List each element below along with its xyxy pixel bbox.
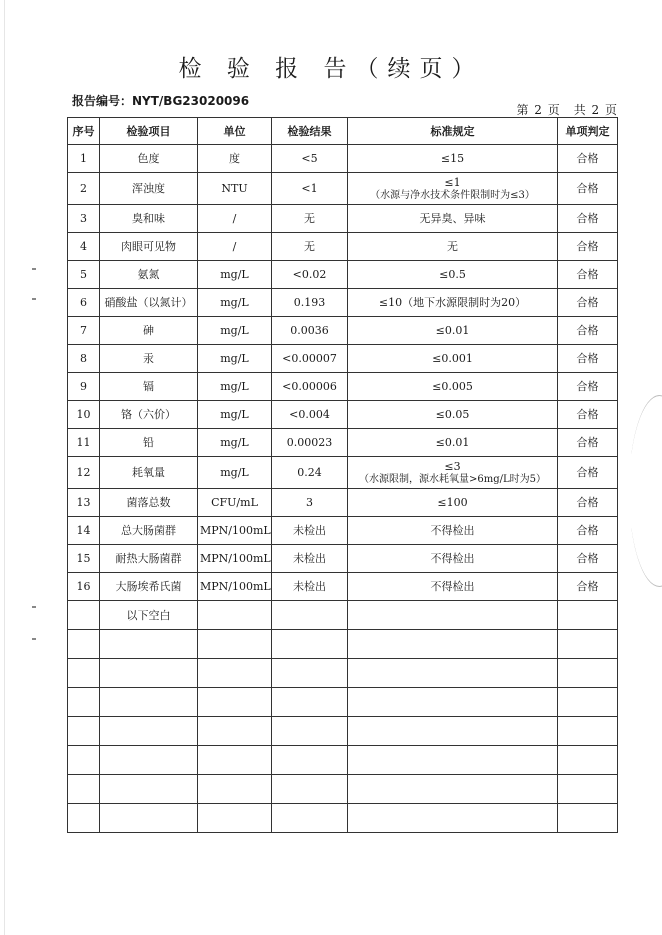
cell-item: 铅 [100, 429, 198, 457]
blank-cell [558, 717, 618, 746]
blank-cell [100, 775, 198, 804]
cell-no: 1 [68, 145, 100, 173]
cell-result: 未检出 [272, 573, 348, 601]
cell-no: 6 [68, 289, 100, 317]
header-verdict: 单项判定 [558, 118, 618, 145]
standard-limit: ≤0.001 [432, 352, 473, 365]
blank-cell [272, 717, 348, 746]
cell-standard [348, 205, 558, 233]
blank-row [68, 746, 618, 775]
cell-item: 浑浊度 [100, 173, 198, 205]
report-number: 报告编号：NYT/BG23020096 [72, 94, 250, 108]
cell-verdict: 合格 [558, 517, 618, 545]
blank-row [68, 630, 618, 659]
blank-cell [348, 775, 558, 804]
standard-limit: ≤0.005 [432, 380, 473, 393]
table-row [68, 289, 618, 317]
cell-result: <0.02 [272, 261, 348, 289]
header-unit: 单位 [198, 118, 272, 145]
cell-item: 砷 [100, 317, 198, 345]
header-item: 检验项目 [100, 118, 198, 145]
cell-item: 氨氮 [100, 261, 198, 289]
cell-verdict: 合格 [558, 205, 618, 233]
blank-cell [348, 688, 558, 717]
table-row [68, 345, 618, 373]
blank-row [68, 659, 618, 688]
cell-no: 4 [68, 233, 100, 261]
cell-item: 硝酸盐（以氮计） [100, 289, 198, 317]
cell-verdict: 合格 [558, 261, 618, 289]
blank-cell [68, 630, 100, 659]
blank-cell [68, 717, 100, 746]
cell-standard [348, 517, 558, 545]
cell-standard [348, 233, 558, 261]
table-row [68, 545, 618, 573]
scan-mark [32, 298, 36, 300]
cell-item: 镉 [100, 373, 198, 401]
report-title: 检 验 报 告（续页） [178, 56, 484, 82]
cell-standard [348, 261, 558, 289]
scan-mark [32, 606, 36, 608]
cell-verdict: 合格 [558, 317, 618, 345]
blank-cell [272, 775, 348, 804]
table-row [68, 233, 618, 261]
cell-standard [348, 573, 558, 601]
cell-unit: mg/L [198, 373, 272, 401]
header-standard: 标准规定 [348, 118, 558, 145]
cell-verdict: 合格 [558, 345, 618, 373]
blank-cell [272, 630, 348, 659]
cell-result: 无 [272, 205, 348, 233]
cell-unit: / [198, 233, 272, 261]
table-row [68, 261, 618, 289]
standard-limit: ≤10（地下水源限制时为20） [378, 296, 527, 309]
cell-verdict: 合格 [558, 173, 618, 205]
cell-item: 臭和味 [100, 205, 198, 233]
table-row [68, 145, 618, 173]
cell-standard [348, 317, 558, 345]
cell-no: 2 [68, 173, 100, 205]
end-note-row [68, 601, 618, 630]
blank-cell [558, 688, 618, 717]
table-row [68, 205, 618, 233]
cell-no: 16 [68, 573, 100, 601]
table-row [68, 429, 618, 457]
scan-mark [32, 268, 36, 270]
blank-cell [558, 804, 618, 833]
blank-cell [558, 775, 618, 804]
blank-cell [558, 746, 618, 775]
cell-item: 大肠埃希氏菌 [100, 573, 198, 601]
blank-cell [348, 630, 558, 659]
cell-verdict: 合格 [558, 373, 618, 401]
cell-result: 未检出 [272, 517, 348, 545]
standard-limit: ≤0.05 [435, 408, 470, 421]
end-note: 以下空白 [100, 601, 198, 630]
standard-note: （水源限制，源水耗氧量>6mg/L时为5） [359, 473, 546, 485]
table-header-row [68, 118, 618, 145]
blank-row [68, 804, 618, 833]
blank-cell [558, 601, 618, 630]
cell-no: 13 [68, 489, 100, 517]
standard-limit: ≤100 [437, 496, 468, 509]
cell-unit: MPN/100mL [198, 545, 272, 573]
cell-verdict: 合格 [558, 545, 618, 573]
cell-verdict: 合格 [558, 289, 618, 317]
cell-verdict: 合格 [558, 489, 618, 517]
cell-standard [348, 289, 558, 317]
table-row [68, 317, 618, 345]
cell-result: 0.24 [272, 457, 348, 489]
blank-cell [68, 601, 100, 630]
cell-unit: mg/L [198, 457, 272, 489]
blank-cell [100, 804, 198, 833]
cell-unit: CFU/mL [198, 489, 272, 517]
cell-no: 5 [68, 261, 100, 289]
cell-verdict: 合格 [558, 457, 618, 489]
cell-result: <0.004 [272, 401, 348, 429]
cell-verdict: 合格 [558, 233, 618, 261]
cell-unit: / [198, 205, 272, 233]
cell-unit: mg/L [198, 345, 272, 373]
cell-result: 3 [272, 489, 348, 517]
seal-edge [629, 395, 662, 587]
table-row [68, 573, 618, 601]
blank-cell [348, 659, 558, 688]
blank-cell [348, 601, 558, 630]
cell-verdict: 合格 [558, 401, 618, 429]
cell-result: <1 [272, 173, 348, 205]
blank-cell [198, 630, 272, 659]
cell-result: 未检出 [272, 545, 348, 573]
standard-limit: 无 [447, 240, 458, 253]
cell-verdict: 合格 [558, 573, 618, 601]
table-body [68, 145, 618, 833]
header-no: 序号 [68, 118, 100, 145]
standard-limit: ≤1 [444, 175, 461, 189]
standard-limit: 不得检出 [430, 524, 475, 537]
cell-unit: mg/L [198, 261, 272, 289]
cell-no: 3 [68, 205, 100, 233]
table-row [68, 517, 618, 545]
standard-limit: 不得检出 [430, 580, 475, 593]
cell-result: 0.193 [272, 289, 348, 317]
blank-cell [348, 746, 558, 775]
blank-cell [100, 630, 198, 659]
blank-cell [100, 688, 198, 717]
blank-cell [272, 601, 348, 630]
scan-mark [32, 638, 36, 640]
cell-result: 无 [272, 233, 348, 261]
blank-cell [198, 688, 272, 717]
cell-standard [348, 545, 558, 573]
standard-limit: ≤0.01 [435, 324, 470, 337]
blank-cell [100, 746, 198, 775]
blank-row [68, 717, 618, 746]
cell-no: 10 [68, 401, 100, 429]
blank-row [68, 775, 618, 804]
standard-note: （水源与净水技术条件限制时为≤3） [370, 189, 535, 201]
page-edge [4, 0, 5, 935]
cell-standard [348, 173, 558, 205]
cell-verdict: 合格 [558, 429, 618, 457]
table-row [68, 457, 618, 489]
cell-no: 11 [68, 429, 100, 457]
standard-limit: ≤0.5 [439, 268, 466, 281]
blank-cell [198, 775, 272, 804]
cell-item: 菌落总数 [100, 489, 198, 517]
cell-result: <0.00006 [272, 373, 348, 401]
blank-cell [198, 804, 272, 833]
blank-cell [100, 659, 198, 688]
cell-unit: mg/L [198, 317, 272, 345]
cell-verdict: 合格 [558, 145, 618, 173]
cell-standard [348, 345, 558, 373]
table-row [68, 173, 618, 205]
blank-cell [198, 601, 272, 630]
table-row [68, 401, 618, 429]
blank-cell [198, 659, 272, 688]
cell-item: 耐热大肠菌群 [100, 545, 198, 573]
cell-item: 汞 [100, 345, 198, 373]
cell-unit: mg/L [198, 401, 272, 429]
blank-cell [68, 688, 100, 717]
cell-no: 15 [68, 545, 100, 573]
blank-cell [198, 746, 272, 775]
cell-unit: 度 [198, 145, 272, 173]
blank-cell [68, 804, 100, 833]
blank-cell [348, 717, 558, 746]
blank-cell [68, 659, 100, 688]
blank-row [68, 688, 618, 717]
standard-limit: ≤15 [440, 152, 465, 165]
standard-limit: ≤0.01 [435, 436, 470, 449]
blank-cell [272, 688, 348, 717]
blank-cell [558, 630, 618, 659]
cell-standard [348, 145, 558, 173]
cell-standard [348, 401, 558, 429]
cell-result: <0.00007 [272, 345, 348, 373]
blank-cell [348, 804, 558, 833]
blank-cell [272, 659, 348, 688]
cell-no: 12 [68, 457, 100, 489]
cell-unit: MPN/100mL [198, 573, 272, 601]
cell-unit: MPN/100mL [198, 517, 272, 545]
cell-item: 色度 [100, 145, 198, 173]
cell-item: 耗氧量 [100, 457, 198, 489]
cell-item: 总大肠菌群 [100, 517, 198, 545]
blank-cell [198, 717, 272, 746]
cell-result: <5 [272, 145, 348, 173]
blank-cell [100, 717, 198, 746]
cell-standard [348, 457, 558, 489]
cell-item: 肉眼可见物 [100, 233, 198, 261]
header-result: 检验结果 [272, 118, 348, 145]
standard-limit: ≤3 [444, 459, 461, 473]
table-row [68, 489, 618, 517]
cell-standard [348, 429, 558, 457]
blank-cell [558, 659, 618, 688]
cell-no: 7 [68, 317, 100, 345]
cell-item: 铬（六价） [100, 401, 198, 429]
cell-unit: NTU [198, 173, 272, 205]
cell-no: 9 [68, 373, 100, 401]
blank-cell [272, 746, 348, 775]
cell-unit: mg/L [198, 289, 272, 317]
cell-unit: mg/L [198, 429, 272, 457]
cell-result: 0.0036 [272, 317, 348, 345]
cell-standard [348, 373, 558, 401]
page-info: 第 2 页 共 2 页 [516, 103, 618, 117]
standard-limit: 无异臭、异味 [419, 212, 486, 225]
table-row [68, 373, 618, 401]
blank-cell [68, 746, 100, 775]
blank-cell [272, 804, 348, 833]
standard-limit: 不得检出 [430, 552, 475, 565]
blank-cell [68, 775, 100, 804]
cell-no: 14 [68, 517, 100, 545]
cell-result: 0.00023 [272, 429, 348, 457]
cell-standard [348, 489, 558, 517]
cell-no: 8 [68, 345, 100, 373]
results-table [67, 117, 617, 833]
